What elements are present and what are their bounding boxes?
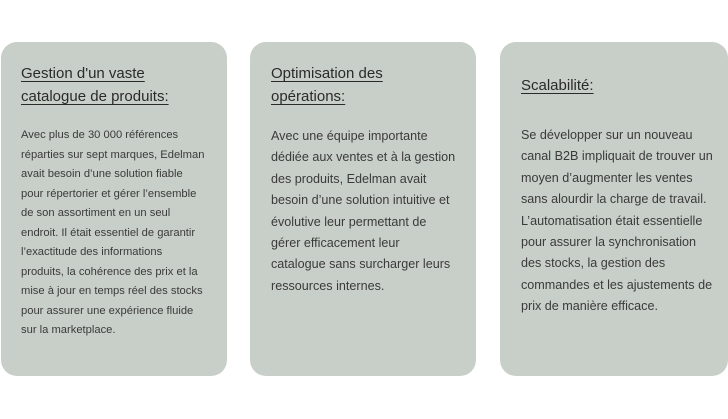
card-catalogue-management: [1, 42, 227, 376]
card-body: Avec une équipe importante dédiée aux ventes et à la gestion des produits, Edelman avait besoin d’une solution intuitive et évolutive leur permettant de gérer efficacement leur catalogue sans surcharger leurs ressources internes.: [271, 129, 456, 293]
card-scalability: [500, 42, 728, 376]
card-title: Scalabilité:: [521, 77, 594, 94]
card-operations-optimization: [250, 42, 476, 376]
card-body: Se développer sur un nouveau canal B2B impliquait de trouver un moyen d’augmenter les ventes sans alourdir la charge de travail. L’automatisation était essentielle pour assurer la synchronisation des stocks, la gestion des commandes et les ajustements de prix de manière efficace.: [521, 128, 713, 314]
card-title: Gestion d'un vaste catalogue de produits:: [21, 65, 169, 105]
card-title: Optimisation des opérations:: [271, 65, 383, 105]
card-body: Avec plus de 30 000 références réparties sur sept marques, Edelman avait besoin d’une solution fiable pour répertorier et gérer l’ensemble de son assortiment en un seul endroit. Il était essentiel de garantir l’exactitude des informations produits, la cohérence des prix et la mise à jour en temps réel des stocks pour assurer une expérience fluide sur la marketplace.: [21, 129, 205, 336]
